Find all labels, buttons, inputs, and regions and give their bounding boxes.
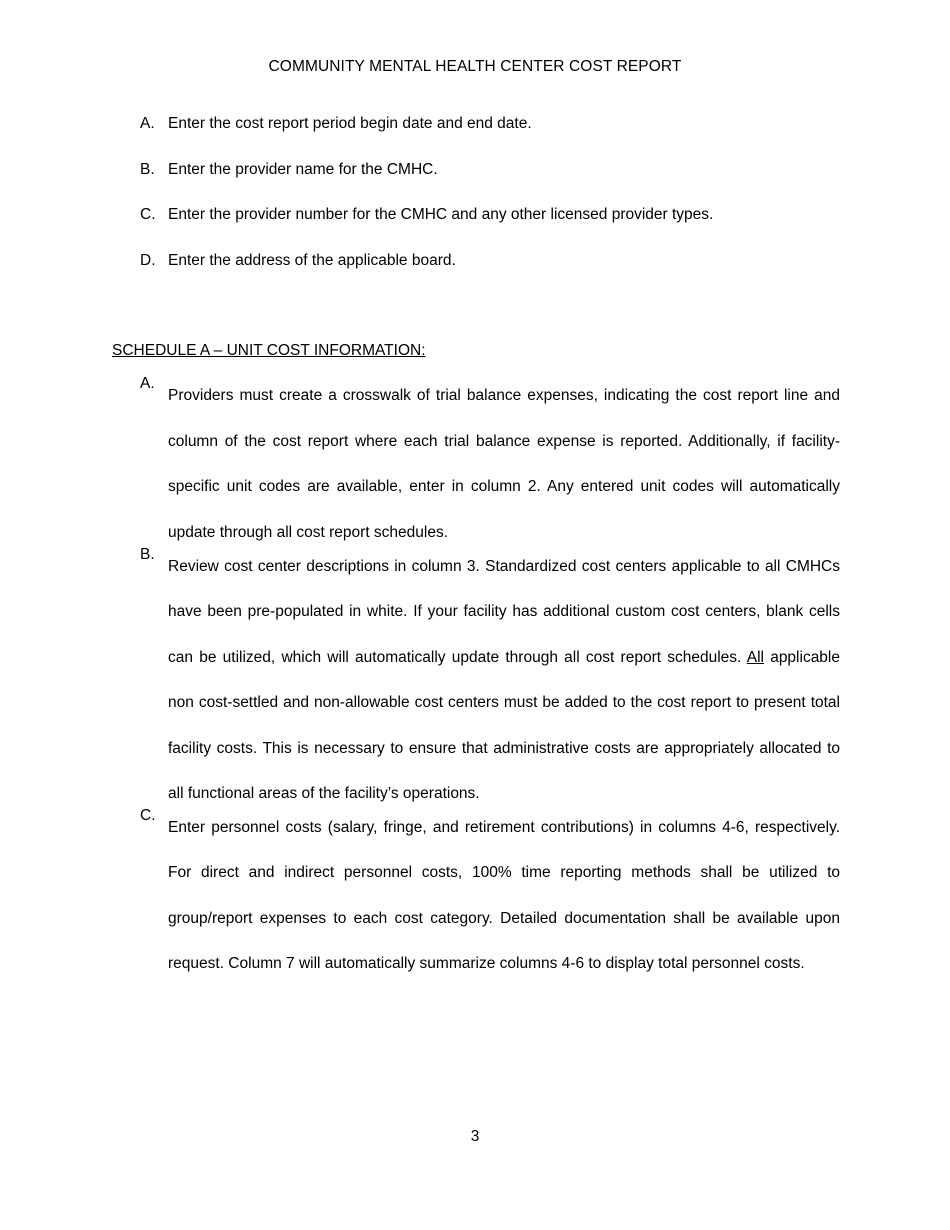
paragraph-text-after: applicable non cost-settled and non-allowable cost centers must be added to the cost report to present total facility costs. This is necessary to ensure that administrative costs are appropriately allocated to all functional areas of the facility’s operations. (168, 648, 840, 802)
list-item (140, 204, 840, 250)
list-item-text: Enter the provider name for the CMHC. (168, 160, 438, 178)
underlined-emphasis: All (746, 648, 764, 666)
list-marker: A. (140, 115, 155, 132)
list-item-text (168, 805, 840, 987)
list-item-text: Enter the provider number for the CMHC and any other licensed provider types. (168, 206, 714, 223)
list-item (140, 113, 840, 159)
list-item (140, 805, 840, 987)
section-heading: SCHEDULE A – UNIT COST INFORMATION: (112, 342, 426, 359)
list-item (140, 544, 840, 817)
list-item-text (168, 544, 840, 817)
paragraph-text-before: Review cost center descriptions in column 3. Standardized cost centers applicable to all CMHCs have been pre-populated in white. If your facility has additional custom cost centers, blank cells can be utilized, which will automatically update through all cost report schedules. (168, 557, 840, 666)
list-marker: C. (140, 206, 156, 223)
list-item (140, 373, 840, 555)
list-item (140, 250, 840, 296)
list-marker: B. (140, 160, 155, 178)
page-header: COMMUNITY MENTAL HEALTH CENTER COST REPORT (268, 58, 682, 75)
list-marker: B. (140, 545, 155, 563)
list-item-text: Enter the cost report period begin date and end date. (168, 115, 532, 132)
list-marker: A. (140, 375, 155, 393)
list-marker: C. (140, 806, 156, 824)
page-number: 3 (470, 1128, 480, 1145)
paragraph-text: Providers must create a crosswalk of trial balance expenses, indicating the cost report line and column of the cost report where each trial balance expense is reported. Additionally, if facility-specific unit codes are available, enter in column 2. Any entered unit codes will automatically update through all cost report schedules. (168, 387, 840, 541)
intro-list (140, 113, 840, 295)
schedule-a-list (140, 375, 840, 987)
list-item-text: Enter the address of the applicable board. (168, 251, 456, 269)
paragraph-text: Enter personnel costs (salary, fringe, and retirement contributions) in columns 4-6, respectively. For direct and indirect personnel costs, 100% time reporting methods shall be utilized to group/report expenses to each cost category. Detailed documentation shall be available upon request. Column 7 will automatically summarize columns 4-6 to display total personnel costs. (168, 818, 840, 973)
list-item (140, 159, 840, 205)
list-item-text (168, 373, 840, 555)
list-marker: D. (140, 251, 156, 269)
